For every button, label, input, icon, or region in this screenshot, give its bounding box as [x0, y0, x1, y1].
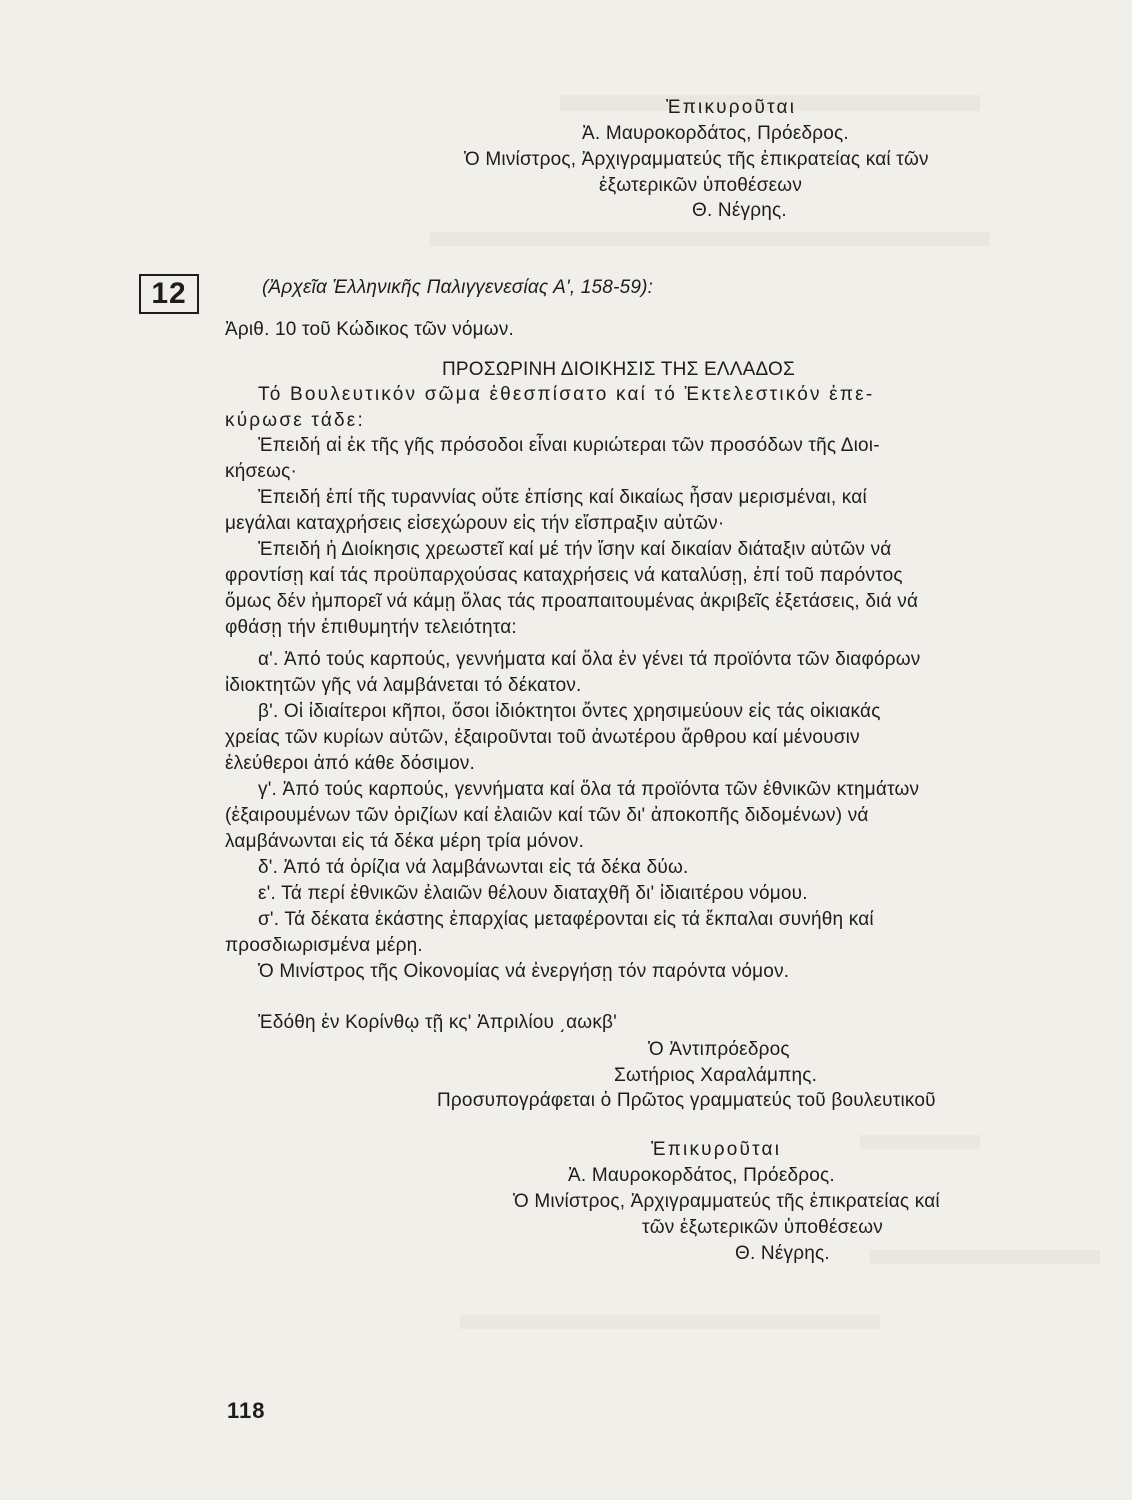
article-e: ε'. Τά περί ἐθνικῶν ἐλαιῶν θέλουν διαταχθῆ δι' ἰδιαιτέρου νόμου. — [258, 883, 808, 904]
minister-title-bottom: Ὁ Μινίστρος, Ἀρχιγραμματεύς τῆς ἐπικρατείας καί — [513, 1191, 940, 1212]
vice-president-name: Σωτήριος Χαραλάμπης. — [614, 1065, 818, 1086]
body-line: κήσεως· — [225, 461, 297, 482]
law-heading: ΠΡΟΣΩΡΙΝΗ ΔΙΟΙΚΗΣΙΣ ΤΗΣ ΕΛΛΑΔΟΣ — [442, 359, 795, 380]
article-c: γ'. Ἀπό τούς καρπούς, γεννήματα καί ὅλα τά προϊόντα τῶν ἐθνικῶν κτημάτων — [258, 779, 920, 800]
body-line: προσδιωρισμένα μέρη. — [225, 935, 423, 956]
minister-title: Ὁ Μινίστρος, Ἀρχιγραμματεύς τῆς ἐπικρατείας καί τῶν — [464, 149, 929, 170]
source-reference: (Ἀρχεῖα Ἑλληνικῆς Παλιγγενεσίας Α', 158-59): — [262, 277, 654, 298]
president-signature-bottom: Ἀ. Μαυροκορδάτος, Πρόεδρος. — [568, 1165, 835, 1186]
body-line: φθάσῃ τήν ἐπιθυμητήν τελειότητα: — [225, 617, 517, 638]
minister-name: Θ. Νέγρης. — [692, 200, 787, 221]
document-number-box: 12 — [139, 274, 199, 314]
countersignature: Προσυπογράφεται ὁ Πρῶτος γραμματεύς τοῦ βουλευτικοῦ — [437, 1090, 936, 1111]
article-f: σ'. Τά δέκατα ἑκάστης ἐπαρχίας μεταφέρονται εἰς τά ἔκπαλαι συνήθη καί — [258, 909, 874, 930]
issued-line: Ἐδόθη ἐν Κορίνθῳ τῇ κς' Ἀπριλίου ͵αωκβ' — [258, 1012, 618, 1033]
minister-name-bottom: Θ. Νέγρης. — [735, 1243, 830, 1264]
body-line: χρείας τῶν κυρίων αὐτῶν, ἐξαιροῦνται τοῦ ἀνωτέρου ἄρθρου καί μένουσιν — [225, 727, 860, 748]
article-b: β'. Οἱ ἰδιαίτεροι κῆποι, ὅσοι ἰδιόκτητοι ὄντες χρησιμεύουν εἰς τάς οἰκιακάς — [258, 701, 881, 722]
minister-title-continued: ἐξωτερικῶν ὑποθέσεων — [599, 175, 803, 196]
law-number: Ἀριθ. 10 τοῦ Κώδικος τῶν νόμων. — [225, 319, 515, 340]
body-line: (ἐξαιρουμένων τῶν ὀριζίων καί ἐλαιῶν καί τῶν δι' ἀποκοπῆς διδομένων) νά — [225, 805, 869, 826]
body-line: Ἐπειδή ἐπί τῆς τυραννίας οὔτε ἐπίσης καί δικαίως ἦσαν μερισμέναι, καί — [258, 487, 867, 508]
body-line: Ἐπειδή ἡ Διοίκησις χρεωστεῖ καί μέ τήν ἴσην καί δικαίαν διάταξιν αὐτῶν νά — [258, 539, 892, 560]
body-line: Ἐπειδή αἱ ἐκ τῆς γῆς πρόσοδοι εἶναι κυριώτεραι τῶν προσόδων τῆς Διοι- — [258, 435, 880, 456]
bleed-through-mark — [860, 1135, 980, 1149]
body-line: ἐλεύθεροι ἀπό κάθε δόσιμον. — [225, 753, 476, 774]
body-line: ὅμως δέν ἠμπορεῖ νά κάμῃ ὅλας τάς προαπαιτουμένας ἀκριβεῖς ἐξετάσεις, διά νά — [225, 591, 919, 612]
executing-minister-line: Ὁ Μινίστρος τῆς Οἰκονομίας νά ἐνεργήσῃ τόν παρόντα νόμον. — [258, 961, 790, 982]
article-a: α'. Ἀπό τούς καρπούς, γεννήματα καί ὅλα ἐν γένει τά προϊόντα τῶν διαφόρων — [258, 649, 921, 670]
body-line: λαμβάνωνται εἰς τά δέκα μέρη τρία μόνον. — [225, 831, 585, 852]
article-d: δ'. Ἀπό τά ὀρίζια νά λαμβάνωνται εἰς τά δέκα δύω. — [258, 857, 689, 878]
confirmation-heading-bottom: Ἐπικυροῦται — [651, 1139, 782, 1160]
vice-president-title: Ὁ Ἀντιπρόεδρος — [648, 1039, 790, 1060]
body-line: μεγάλαι καταχρήσεις εἰσεχώρουν εἰς τήν εἴσπραξιν αὐτῶν· — [225, 513, 725, 534]
bleed-through-mark — [430, 232, 990, 246]
body-line: Τό Βουλευτικόν σῶμα ἐθεσπίσατο καί τό Ἐκτελεστικόν ἐπε- — [258, 384, 875, 405]
page-number: 118 — [227, 1398, 266, 1423]
president-signature: Ἀ. Μαυροκορδάτος, Πρόεδρος. — [582, 123, 849, 144]
body-line: φροντίσῃ καί τάς προϋπαρχούσας καταχρήσεις νά καταλύσῃ, ἐπί τοῦ παρόντος — [225, 565, 903, 586]
body-line: ἰδιοκτητῶν γῆς νά λαμβάνεται τό δέκατον. — [225, 675, 582, 696]
confirmation-heading: Ἐπικυροῦται — [666, 97, 797, 118]
bleed-through-mark — [870, 1250, 1100, 1264]
minister-title-bottom-continued: τῶν ἐξωτερικῶν ὑποθέσεων — [642, 1217, 883, 1238]
body-line: κύρωσε τάδε: — [225, 410, 365, 431]
bleed-through-mark — [460, 1315, 880, 1329]
